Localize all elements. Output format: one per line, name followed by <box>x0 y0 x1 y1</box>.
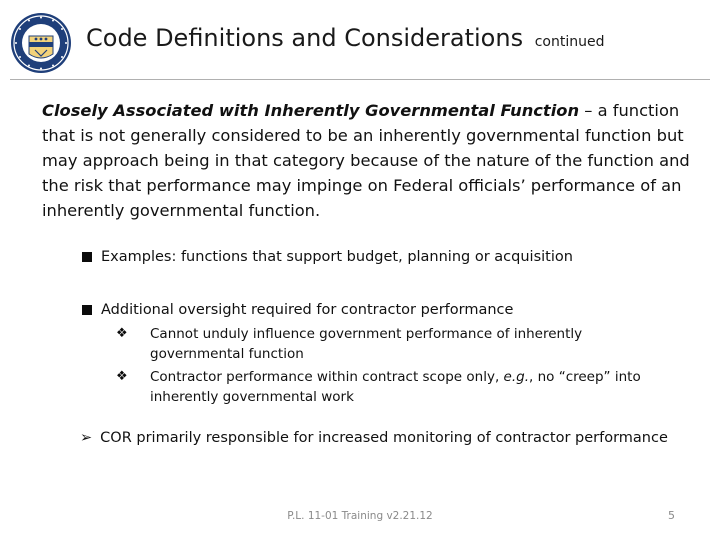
sub-bullet-text-before: Contractor performance within contract scope only, <box>150 369 504 385</box>
footer-text: P.L. 11-01 Training v2.21.12 <box>287 510 433 522</box>
header-divider <box>10 79 710 80</box>
square-bullet-icon <box>82 305 92 315</box>
square-bullet-icon <box>82 252 92 262</box>
sub-bullet-text-after: , no “creep” into inherently governmental work <box>150 369 641 405</box>
sub-bullet-scope <box>116 367 676 407</box>
bullet-cor <box>80 430 668 446</box>
treasury-seal-logo <box>10 12 72 74</box>
title-main: Code Definitions and Considerations <box>86 24 524 52</box>
sub-bullet-italic: e.g. <box>503 369 530 385</box>
bullet-text: Examples: functions that support budget, planning or acquisition <box>101 249 573 265</box>
arrow-bullet-text: COR primarily responsible for increased monitoring of contractor performance <box>100 430 668 446</box>
sub-bullet-influence <box>116 324 676 364</box>
definition-text: – a function that is not generally considered to be an inherently governmental function but may approach being in that category because of the nature of the function and the risk that performance may impinge on Federal officials’ performance of an inherently governmental function. <box>42 101 690 220</box>
arrow-bullet-icon: ➢ <box>80 430 93 446</box>
title-suffix: continued <box>534 34 605 50</box>
bullet-examples <box>82 249 573 265</box>
sub-bullet-text: Cannot unduly influence government performance of inherently governmental function <box>150 326 583 362</box>
definition-paragraph <box>42 98 702 223</box>
bullet-text: Additional oversight required for contractor performance <box>101 302 514 318</box>
diamond-bullet-icon: ❖ <box>116 326 128 341</box>
diamond-bullet-icon: ❖ <box>116 369 128 384</box>
definition-term: Closely Associated with Inherently Governmental Function <box>42 101 580 120</box>
bullet-oversight <box>82 302 513 318</box>
slide-title <box>86 24 604 52</box>
sub-bullet-text <box>150 367 676 407</box>
page-number: 5 <box>668 509 675 522</box>
